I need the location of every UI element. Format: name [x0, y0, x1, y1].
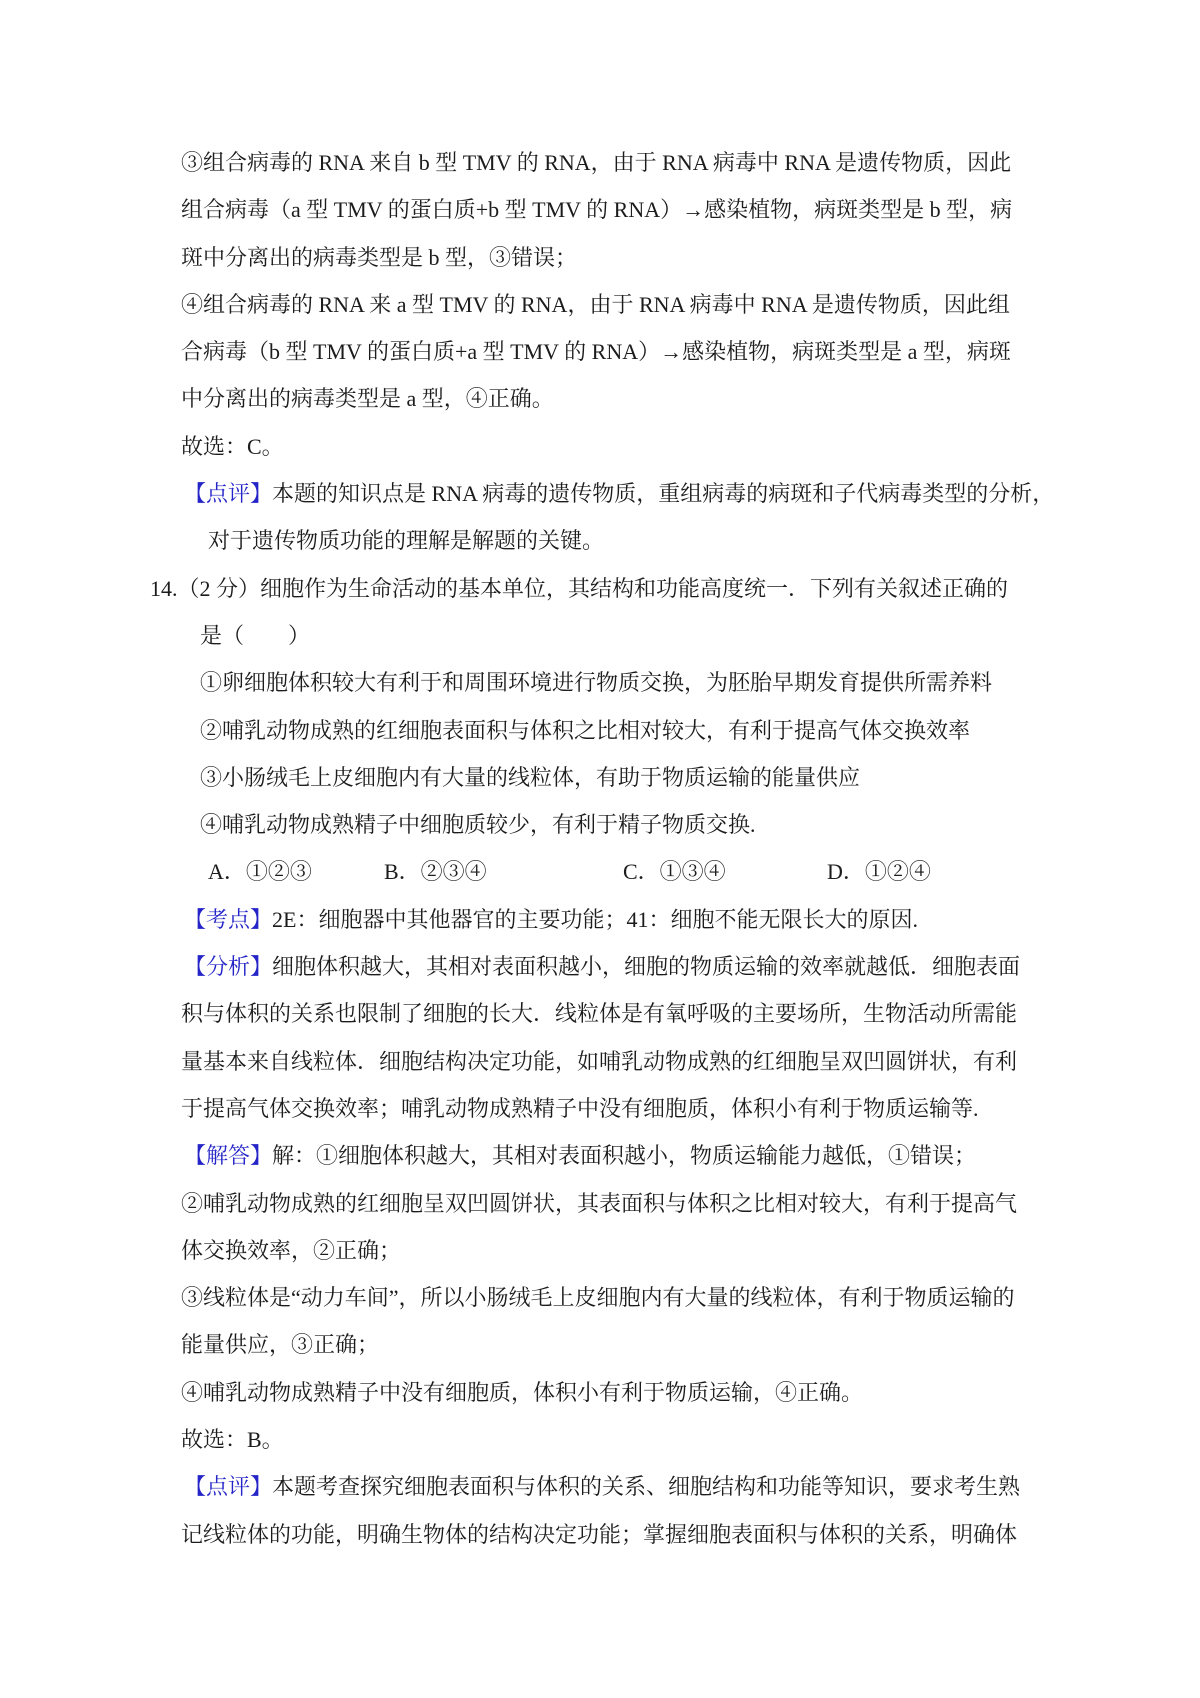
- line-text: 记线粒体的功能，明确生物体的结构决定功能；掌握细胞表面积与体积的关系，明确体: [181, 1521, 1018, 1547]
- line-text: ③线粒体是“动力车间”，所以小肠绒毛上皮细胞内有大量的线粒体，有利于物质运输的: [181, 1285, 1015, 1311]
- text-line: [0, 659, 1200, 706]
- line-text: ②哺乳动物成熟的红细胞呈双凹圆饼状，其表面积与体积之比相对较大，有利于提高气: [181, 1190, 1018, 1216]
- line-text: 中分离出的病毒类型是 a 型，④正确。: [181, 386, 554, 412]
- text-line: [0, 1416, 1200, 1463]
- section-label: 【分析】: [184, 954, 273, 980]
- text-line: [0, 1321, 1200, 1368]
- text-line: [0, 1369, 1200, 1416]
- line-text: 本题的知识点是 RNA 病毒的遗传物质，重组病毒的病斑和子代病毒类型的分析，: [272, 481, 1055, 507]
- text-line: [0, 139, 1200, 186]
- line-text: 故选：C。: [181, 433, 284, 459]
- text-line: [0, 375, 1200, 422]
- line-text: ③组合病毒的 RNA 来自 b 型 TMV 的 RNA，由于 RNA 病毒中 RNA 是遗传物质，因此: [181, 150, 1012, 175]
- text-line: [0, 234, 1200, 281]
- line-text: 斑中分离出的病毒类型是 b 型，③错误；: [181, 244, 578, 270]
- line-text: 本题考查探究细胞表面积与体积的关系、细胞结构和功能等知识，要求考生熟: [272, 1474, 1021, 1500]
- text-line: [0, 707, 1200, 754]
- text-line: [0, 801, 1200, 848]
- line-text: 是（ ）: [200, 622, 311, 648]
- option-a: A．①②③: [208, 859, 312, 885]
- option-b: B．②③④: [384, 859, 487, 885]
- text-line: [0, 1132, 1200, 1179]
- text-line: [0, 1463, 1200, 1510]
- answer-options-line: [0, 848, 1200, 895]
- text-line: [0, 1274, 1200, 1321]
- text-line: [0, 754, 1200, 801]
- line-text: 细胞体积越大，其相对表面积越小，细胞的物质运输的效率就越低．细胞表面: [272, 954, 1021, 980]
- line-text: 积与体积的关系也限制了细胞的长大．线粒体是有氧呼吸的主要场所，生物活动所需能: [181, 1001, 1018, 1027]
- text-line: [0, 990, 1200, 1037]
- line-text: 于提高气体交换效率；哺乳动物成熟精子中没有细胞质，体积小有利于物质运输等.: [181, 1095, 979, 1121]
- line-text: ①卵细胞体积较大有利于和周围环境进行物质交换，为胚胎早期发育提供所需养料: [200, 670, 993, 696]
- text-line: [0, 1227, 1200, 1274]
- line-text: ④哺乳动物成熟精子中细胞质较少，有利于精子物质交换.: [200, 812, 756, 838]
- text-line: [0, 423, 1200, 470]
- line-text: 对于遗传物质功能的理解是解题的关键。: [208, 528, 605, 554]
- text-line: [0, 612, 1200, 659]
- option-c: C．①③④: [623, 859, 726, 885]
- option-d: D．①②④: [827, 859, 931, 885]
- line-text: 2E：细胞器中其他器官的主要功能；41：细胞不能无限长大的原因.: [272, 906, 918, 932]
- line-text: ④组合病毒的 RNA 来 a 型 TMV 的 RNA，由于 RNA 病毒中 RNA 是遗传物质，因此组: [181, 291, 1010, 317]
- line-text: 合病毒（b 型 TMV 的蛋白质+a 型 TMV 的 RNA）→感染植物，病斑类型是 a 型，病斑: [181, 339, 1011, 365]
- section-label: 【解答】: [184, 1143, 273, 1169]
- text-line: [0, 1085, 1200, 1132]
- text-line: [0, 1038, 1200, 1085]
- text-line: [0, 565, 1200, 612]
- text-line: [0, 470, 1200, 517]
- section-label: 【点评】: [184, 1474, 273, 1500]
- line-text: 故选：B。: [181, 1427, 284, 1453]
- section-label: 【点评】: [184, 481, 273, 507]
- line-text: 组合病毒（a 型 TMV 的蛋白质+b 型 TMV 的 RNA）→感染植物，病斑类型是 b 型，病: [181, 197, 1013, 223]
- section-label: 【考点】: [184, 906, 273, 932]
- text-line: [0, 186, 1200, 233]
- text-line: [0, 281, 1200, 328]
- line-text: 14.（2 分）细胞作为生命活动的基本单位，其结构和功能高度统一．下列有关叙述正确的: [150, 575, 1009, 601]
- line-text: ④哺乳动物成熟精子中没有细胞质，体积小有利于物质运输，④正确。: [181, 1379, 864, 1405]
- line-text: 量基本来自线粒体．细胞结构决定功能，如哺乳动物成熟的红细胞呈双凹圆饼状，有利: [181, 1048, 1018, 1074]
- text-line: [0, 943, 1200, 990]
- text-line: [0, 896, 1200, 943]
- text-line: [0, 517, 1200, 564]
- line-text: 体交换效率，②正确；: [181, 1237, 402, 1263]
- text-line: [0, 1180, 1200, 1227]
- line-text: ③小肠绒毛上皮细胞内有大量的线粒体，有助于物质运输的能量供应: [200, 764, 861, 790]
- text-line: [0, 1511, 1200, 1558]
- line-text: ②哺乳动物成熟的红细胞表面积与体积之比相对较大，有利于提高气体交换效率: [200, 717, 971, 743]
- line-text: 解：①细胞体积越大，其相对表面积越小，物质运输能力越低，①错误；: [272, 1143, 977, 1169]
- line-text: 能量供应，③正确；: [181, 1332, 380, 1358]
- text-line: [0, 328, 1200, 375]
